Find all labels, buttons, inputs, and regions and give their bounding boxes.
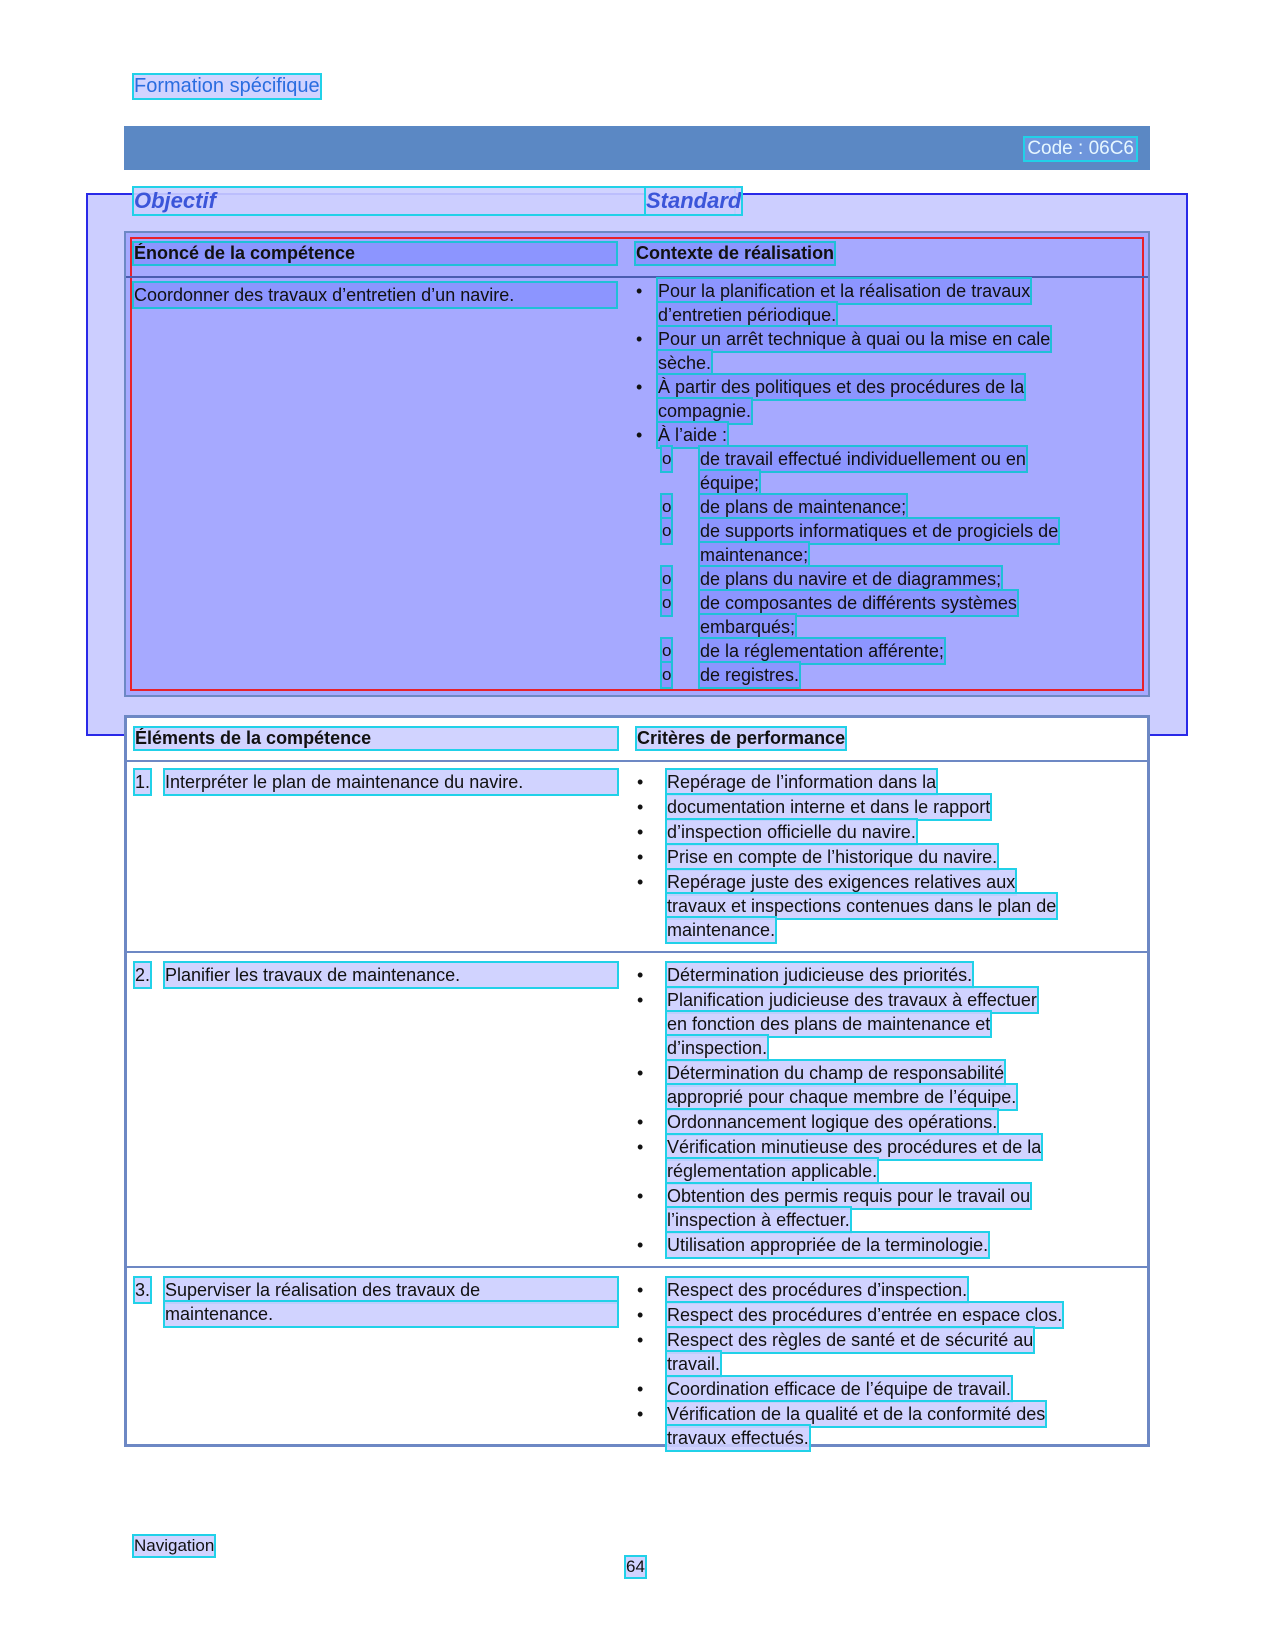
criteria-line: Respect des règles de santé et de sécurité au bbox=[667, 1330, 1034, 1350]
criteria-line: Repérage juste des exigences relatives aux bbox=[667, 872, 1016, 892]
aid-item-line: de supports informatiques et de progiciels de bbox=[700, 521, 1059, 541]
criteria-bullet-icon: • bbox=[637, 847, 644, 867]
context-bullet-icon: • bbox=[636, 281, 643, 301]
criteria-bullet-icon: • bbox=[637, 1305, 644, 1325]
performance-table bbox=[124, 715, 1150, 1447]
row-divider bbox=[127, 951, 1147, 953]
criteria-bullet-icon: • bbox=[637, 1330, 644, 1350]
criteria-line: Vérification minutieuse des procédures et de la bbox=[667, 1137, 1042, 1157]
criteria-line: d’inspection. bbox=[667, 1038, 768, 1058]
criteria-line: Planification judicieuse des travaux à effectuer bbox=[667, 990, 1037, 1010]
context-item-line: À partir des politiques et des procédures de la bbox=[658, 377, 1025, 397]
criteria-line: Repérage de l’information dans la bbox=[667, 772, 937, 792]
element-line: Interpréter le plan de maintenance du navire. bbox=[165, 770, 617, 794]
criteria-line: Prise en compte de l’historique du navire. bbox=[667, 847, 998, 867]
criteria-bullet-icon: • bbox=[637, 965, 644, 985]
competence-statement-header: Énoncé de la compétence bbox=[134, 243, 616, 264]
criteria-bullet-icon: • bbox=[637, 1379, 644, 1399]
criteria-line: l’inspection à effectuer. bbox=[667, 1210, 850, 1230]
criteria-line: Respect des procédures d’inspection. bbox=[667, 1280, 968, 1300]
code-banner bbox=[124, 126, 1150, 170]
performance-criteria-header: Critères de performance bbox=[637, 728, 846, 748]
criteria-line: travaux et inspections contenues dans le plan de bbox=[667, 896, 1057, 916]
page-number: 64 bbox=[626, 1557, 645, 1576]
context-bullet-icon: • bbox=[636, 329, 643, 349]
criteria-bullet-icon: • bbox=[637, 772, 644, 792]
criteria-bullet-icon: • bbox=[637, 797, 644, 817]
criteria-line: documentation interne et dans le rapport bbox=[667, 797, 991, 817]
criteria-line: approprié pour chaque membre de l’équipe. bbox=[667, 1087, 1017, 1107]
criteria-line: Coordination efficace de l’équipe de travail. bbox=[667, 1379, 1011, 1399]
criteria-bullet-icon: • bbox=[637, 990, 644, 1010]
criteria-bullet-icon: • bbox=[637, 822, 644, 842]
performance-header-divider bbox=[127, 760, 1147, 762]
context-item-line: compagnie. bbox=[658, 401, 752, 421]
aid-item-line: équipe; bbox=[700, 473, 760, 493]
objectif-heading: Objectif bbox=[134, 188, 734, 214]
element-line: Planifier les travaux de maintenance. bbox=[165, 963, 617, 987]
criteria-line: Vérification de la qualité et de la conformité des bbox=[667, 1404, 1046, 1424]
criteria-line: réglementation applicable. bbox=[667, 1161, 878, 1181]
criteria-line: Obtention des permis requis pour le travail ou bbox=[667, 1186, 1031, 1206]
criteria-bullet-icon: • bbox=[637, 1063, 644, 1083]
competence-header-divider bbox=[126, 276, 1148, 278]
aid-item-line: de plans de maintenance; bbox=[700, 497, 907, 517]
element-line: maintenance. bbox=[165, 1302, 617, 1326]
sub-bullet-icon: o bbox=[662, 495, 671, 519]
criteria-bullet-icon: • bbox=[637, 872, 644, 892]
element-number: 3. bbox=[135, 1280, 151, 1300]
aid-item-line: maintenance; bbox=[700, 545, 809, 565]
aid-item-line: de composantes de différents systèmes bbox=[700, 593, 1017, 613]
element-number: 1. bbox=[135, 772, 151, 792]
page-header-title: Formation spécifique bbox=[134, 75, 320, 97]
context-bullet-icon: • bbox=[636, 377, 643, 397]
context-item-line: À l’aide : bbox=[658, 425, 728, 445]
criteria-line: travaux effectués. bbox=[667, 1428, 809, 1448]
aid-item-line: de plans du navire et de diagrammes; bbox=[700, 569, 1002, 589]
criteria-bullet-icon: • bbox=[637, 1404, 644, 1424]
criteria-line: Utilisation appropriée de la terminologie. bbox=[667, 1235, 989, 1255]
context-item-line: Pour un arrêt technique à quai ou la mise en cale bbox=[658, 329, 1051, 349]
context-item-line: d’entretien périodique. bbox=[658, 305, 837, 325]
context-item-line: sèche. bbox=[658, 353, 712, 373]
standard-heading: Standard bbox=[646, 188, 742, 213]
sub-bullet-icon: o bbox=[662, 447, 671, 471]
aid-item-line: de registres. bbox=[700, 665, 800, 685]
context-bullet-icon: • bbox=[636, 425, 643, 445]
criteria-bullet-icon: • bbox=[637, 1137, 644, 1157]
criteria-line: Détermination judicieuse des priorités. bbox=[667, 965, 973, 985]
sub-bullet-icon: o bbox=[662, 591, 671, 615]
criteria-line: d’inspection officielle du navire. bbox=[667, 822, 916, 842]
element-number: 2. bbox=[135, 965, 151, 985]
elements-header: Éléments de la compétence bbox=[135, 728, 617, 749]
competency-code: Code : 06C6 bbox=[1027, 138, 1134, 159]
criteria-line: travail. bbox=[667, 1354, 721, 1374]
criteria-line: en fonction des plans de maintenance et bbox=[667, 1014, 991, 1034]
criteria-line: Respect des procédures d’entrée en espace clos. bbox=[667, 1305, 1063, 1325]
realisation-context-header: Contexte de réalisation bbox=[636, 243, 835, 263]
competence-table bbox=[124, 231, 1150, 697]
element-line: Superviser la réalisation des travaux de bbox=[165, 1278, 617, 1302]
aid-item-line: embarqués; bbox=[700, 617, 796, 637]
sub-bullet-icon: o bbox=[662, 663, 671, 687]
aid-item-line: de la réglementation afférente; bbox=[700, 641, 944, 661]
criteria-bullet-icon: • bbox=[637, 1280, 644, 1300]
criteria-bullet-icon: • bbox=[637, 1235, 644, 1255]
sub-bullet-icon: o bbox=[662, 567, 671, 591]
criteria-line: maintenance. bbox=[667, 920, 776, 940]
competence-statement: Coordonner des travaux d’entretien d’un navire. bbox=[134, 283, 616, 307]
row-divider bbox=[127, 1266, 1147, 1268]
criteria-line: Détermination du champ de responsabilité bbox=[667, 1063, 1005, 1083]
criteria-bullet-icon: • bbox=[637, 1112, 644, 1132]
aid-item-line: de travail effectué individuellement ou en bbox=[700, 449, 1026, 469]
sub-bullet-icon: o bbox=[662, 519, 671, 543]
criteria-line: Ordonnancement logique des opérations. bbox=[667, 1112, 998, 1132]
context-item-line: Pour la planification et la réalisation de travaux bbox=[658, 281, 1031, 301]
footer-navigation: Navigation bbox=[134, 1536, 215, 1555]
sub-bullet-icon: o bbox=[662, 639, 671, 663]
criteria-bullet-icon: • bbox=[637, 1186, 644, 1206]
